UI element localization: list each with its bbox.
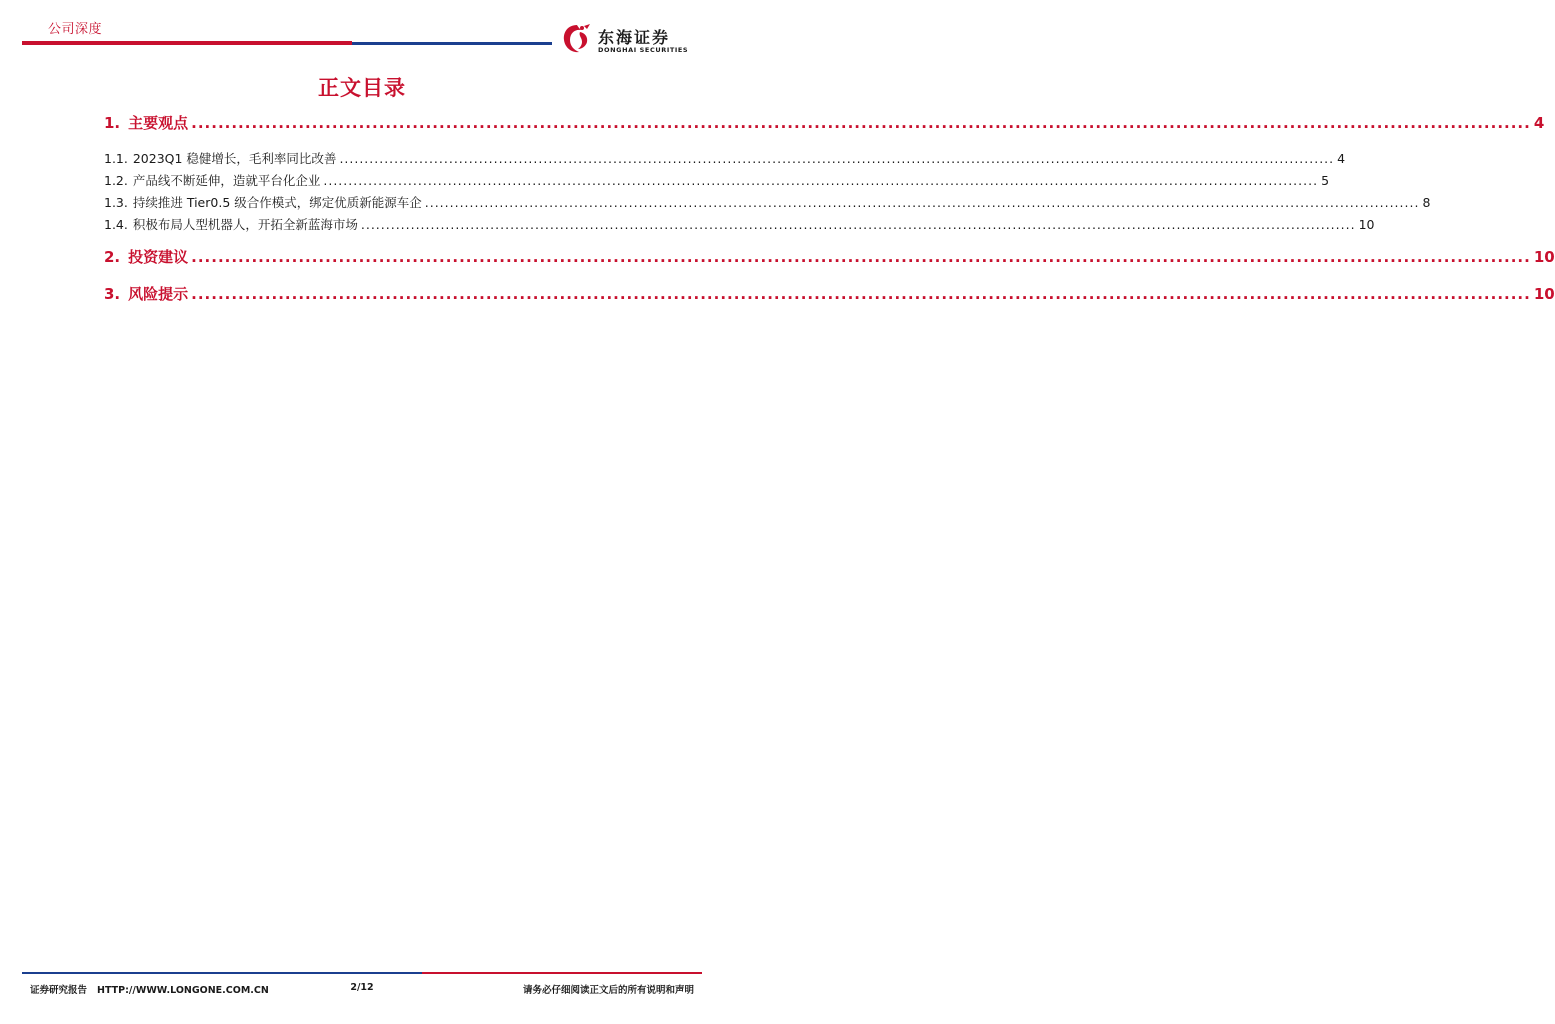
toc-page-number: 8 <box>1422 195 1431 210</box>
toc-label: 风险提示 <box>128 285 189 303</box>
toc-page-number: 4 <box>1337 151 1346 166</box>
toc-leader-dots: ........................................................................................................................................................................................................ <box>323 173 1319 188</box>
toc-entry-1[interactable] <box>104 112 1545 133</box>
toc-entry-1-2[interactable] <box>104 171 1330 189</box>
toc-label: 2023Q1 稳健增长，毛利率同比改善 <box>132 151 337 166</box>
dragon-logo-icon <box>560 22 594 56</box>
toc-number: 1.3. <box>104 195 128 210</box>
toc-number: 3. <box>104 285 121 303</box>
logo-english-name: DONGHAI SECURITIES <box>598 46 689 54</box>
toc-entry-1-4[interactable] <box>104 215 1375 233</box>
toc-label: 投资建议 <box>128 248 189 266</box>
toc-leader-dots: ........................................................................................................................................................................................................ <box>424 195 1420 210</box>
toc-page-number: 5 <box>1321 173 1330 188</box>
page-indicator: 2/12 <box>350 982 374 993</box>
header-rule-blue <box>352 42 552 45</box>
toc-number: 2. <box>104 248 121 266</box>
logo-chinese-name: 东海证券 <box>598 28 671 47</box>
toc-number: 1.2. <box>104 173 128 188</box>
toc-entry-1-1[interactable] <box>104 149 1346 167</box>
report-category-tag: 公司深度 <box>48 22 103 37</box>
footer-rule-blue <box>22 972 422 974</box>
toc-number: 1. <box>104 114 121 132</box>
company-logo <box>560 22 710 62</box>
header-rule-red <box>22 41 352 45</box>
toc-page-number: 4 <box>1533 114 1545 132</box>
footer-website-link[interactable]: HTTP://WWW.LONGONE.COM.CN <box>97 985 269 996</box>
toc-label: 产品线不断延伸，造就平台化企业 <box>132 173 321 188</box>
footer-report-label: 证券研究报告 <box>30 985 88 996</box>
toc-page-number: 10 <box>1533 248 1555 266</box>
toc-label: 积极布局人型机器人，开拓全新蓝海市场 <box>132 217 358 232</box>
toc-leader-dots: ........................................................................................................................................................................................................ <box>191 285 1531 303</box>
footer-disclaimer-notice: 请务必仔细阅读正文后的所有说明和声明 <box>522 985 694 996</box>
toc-page-number: 10 <box>1533 285 1555 303</box>
toc-number: 1.4. <box>104 217 128 232</box>
footer-rule-red <box>422 972 702 974</box>
toc-leader-dots: ........................................................................................................................................................................................................ <box>360 217 1356 232</box>
toc-page-number: 10 <box>1358 217 1375 232</box>
toc-leader-dots: ........................................................................................................................................................................................................ <box>191 114 1531 132</box>
toc-entry-2[interactable] <box>104 246 1555 267</box>
page-title: 正文目录 <box>318 76 406 100</box>
toc-label: 主要观点 <box>128 114 189 132</box>
toc-leader-dots: ........................................................................................................................................................................................................ <box>191 248 1531 266</box>
toc-entry-3[interactable] <box>104 283 1555 304</box>
toc-leader-dots: ........................................................................................................................................................................................................ <box>339 151 1335 166</box>
toc-number: 1.1. <box>104 151 128 166</box>
toc-label: 持续推进 Tier0.5 级合作模式，绑定优质新能源车企 <box>132 195 422 210</box>
toc-entry-1-3[interactable] <box>104 193 1431 211</box>
